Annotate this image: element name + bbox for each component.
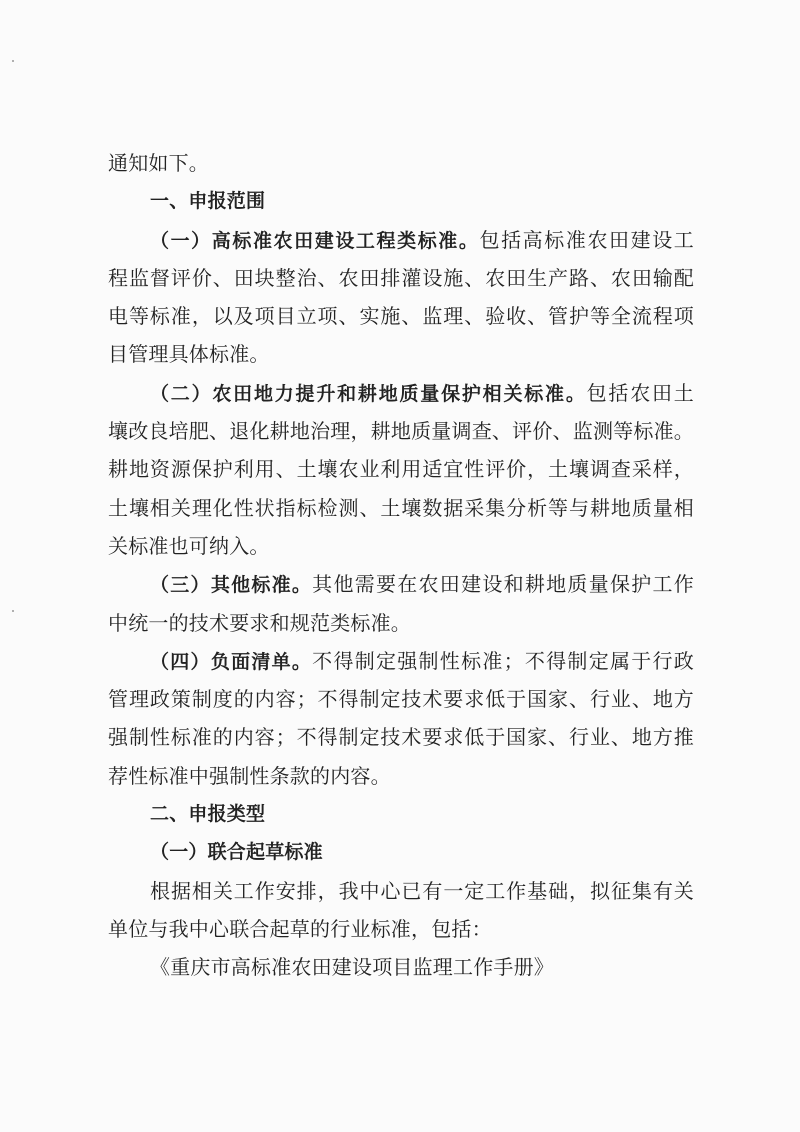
paragraph-line: 通知如下。 [108,151,209,175]
paragraph-line: 目管理具体标准。 [108,342,270,367]
item-text: 其他需要在农田建设和耕地质量保护工作 [312,572,694,597]
paragraph-line [108,374,694,412]
paragraph-line: 关标准也可纳入。 [108,533,270,558]
section-heading-type: 二、申报类型 [150,803,266,826]
item-heading: （一）联合起草标准 [150,841,323,864]
paragraph-line: 根据相关工作安排，我中心已有一定工作基础，拟征集有关 [150,878,694,903]
paragraph-line: 壤改良培肥、退化耕地治理，耕地质量调查、评价、监测等标准。 [108,419,694,444]
paragraph-line: 强制性标准的内容；不得制定技术要求低于国家、行业、地方推 [108,725,694,750]
paragraph-line: 电等标准，以及项目立项、实施、监理、验收、管护等全流程项 [108,304,694,329]
paragraph-line: 管理政策制度的内容；不得制定技术要求低于国家、行业、地方 [108,687,694,712]
scan-speck [12,610,14,612]
paragraph-line: 荐性标准中强制性条款的内容。 [108,763,391,788]
scan-speck [12,60,14,62]
item-heading: （一）高标准农田建设工程类标准。 [150,229,480,252]
paragraph-line: 耕地资源保护利用、土壤农业利用适宜性评价，土壤调查采样， [108,457,694,482]
item-text: 包括高标准农田建设工 [479,227,695,252]
document-body [108,144,694,987]
paragraph-line [108,565,694,603]
item-heading: （三）其他标准。 [150,574,313,597]
paragraph-line [108,221,694,259]
paragraph-line: 土壤相关理化性状指标检测、土壤数据采集分析等与耕地质量相 [108,495,694,520]
paragraph-line: 程监督评价、田块整治、农田排灌设施、农田生产路、农田输配 [108,265,694,290]
item-text: 不得制定强制性标准；不得制定属于行政 [312,648,694,673]
item-text: 包括农田土 [586,380,695,405]
standard-title: 《重庆市高标准农田建设项目监理工作手册》 [150,955,554,980]
paragraph-line: 中统一的技术要求和规范类标准。 [108,610,411,635]
paragraph-line: 单位与我中心联合起草的行业标准，包括： [108,916,492,941]
paragraph-line [108,642,694,680]
section-heading-scope: 一、申报范围 [150,190,266,213]
item-heading: （二）农田地力提升和耕地质量保护相关标准。 [150,382,587,405]
item-heading: （四）负面清单。 [150,650,313,673]
